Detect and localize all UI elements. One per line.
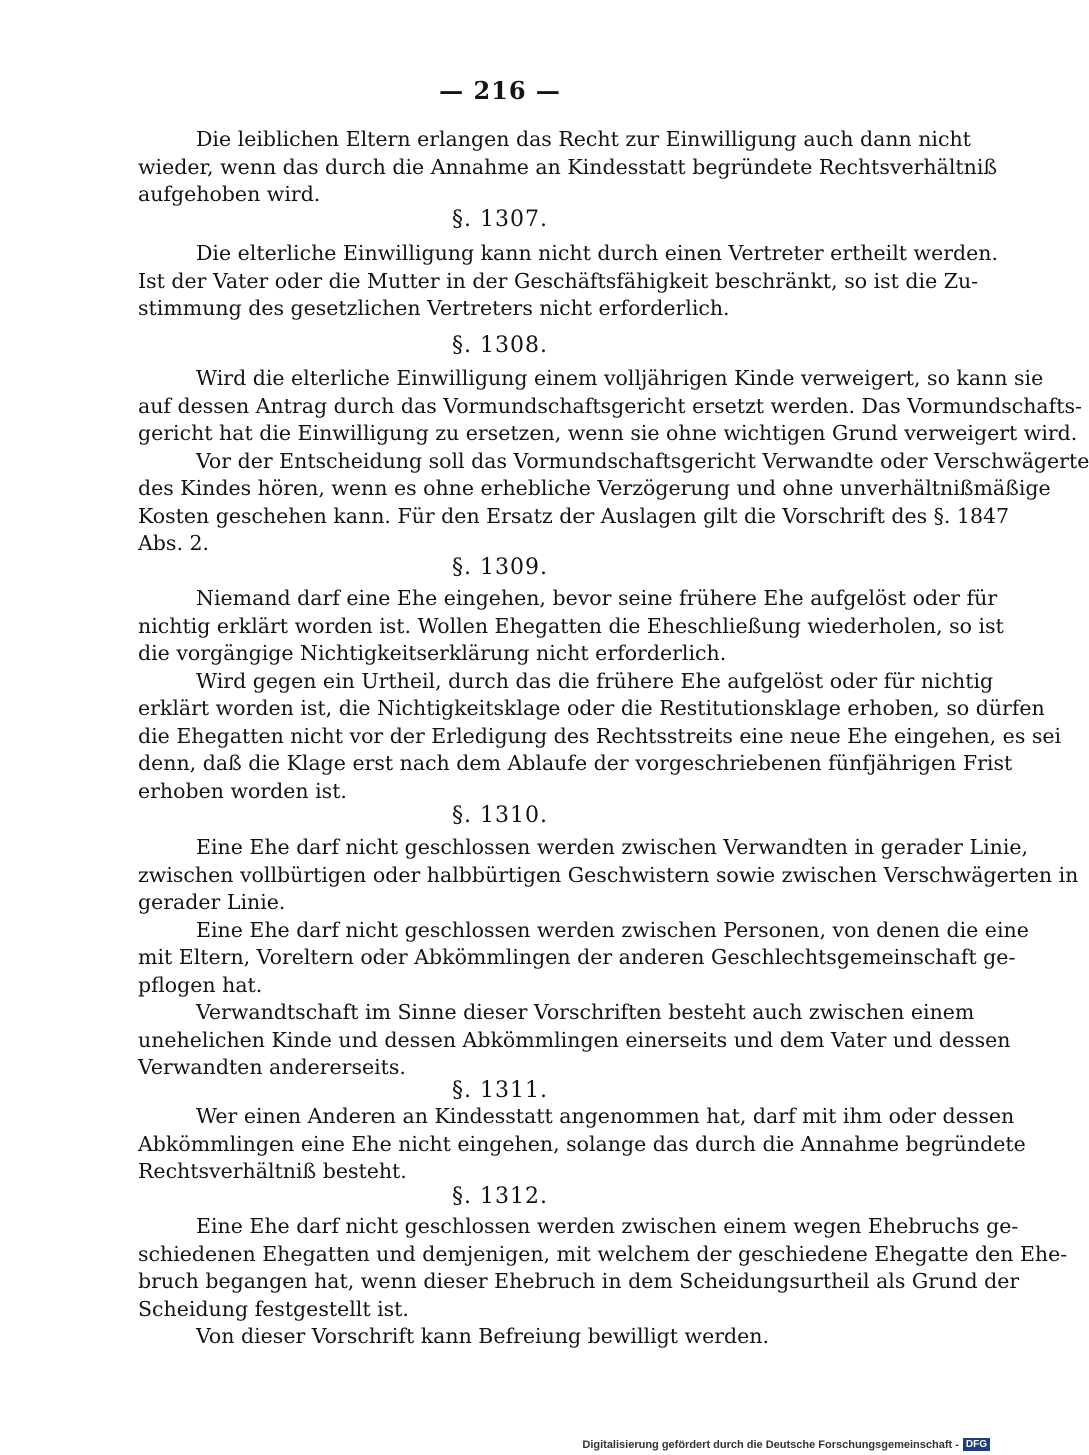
text-line: Verwandtschaft im Sinne dieser Vorschriften besteht auch zwischen einem	[196, 1000, 975, 1024]
text-line: schiedenen Ehegatten und demjenigen, mit welchem der geschiedene Ehegatte den Ehe-	[138, 1241, 1068, 1266]
paragraph-1308	[138, 365, 1089, 558]
text-line: Wird gegen ein Urtheil, durch das die frühere Ehe aufgelöst oder für nichtig	[196, 668, 994, 693]
section-heading-1310: §. 1310.	[452, 803, 548, 828]
paragraph-1310	[138, 834, 1079, 1082]
text-line: die Ehegatten nicht vor der Erledigung des Rechtsstreits eine neue Ehe eingehen, es sei	[138, 723, 1062, 748]
text-line: erhoben worden ist.	[138, 778, 347, 803]
text-line: Wer einen Anderen an Kindesstatt angenommen hat, darf mit ihm oder dessen	[196, 1104, 1015, 1128]
digitization-credit	[582, 1438, 990, 1451]
section-heading-1311: §. 1311.	[452, 1078, 548, 1103]
text-line: stimmung des gesetzlichen Vertreters nicht erforderlich.	[138, 296, 730, 320]
text-line: Rechtsverhältniß besteht.	[138, 1159, 407, 1183]
paragraph-intro	[138, 126, 998, 209]
text-line: Verwandten andererseits.	[138, 1055, 406, 1079]
text-line: gerader Linie.	[138, 890, 286, 914]
text-line: pflogen hat.	[138, 972, 263, 997]
page-number: — 216 —	[439, 76, 561, 105]
text-line: Die leiblichen Eltern erlangen das Recht zur Einwilligung auch dann nicht	[196, 127, 971, 151]
text-line: aufgehoben wird.	[138, 182, 321, 206]
text-line: unehelichen Kinde und dessen Abkömmlingen einerseits und dem Vater und dessen	[138, 1027, 1011, 1052]
text-line: mit Eltern, Voreltern oder Abkömmlingen der anderen Geschlechtsgemeinschaft ge-	[138, 945, 1016, 969]
text-line: zwischen vollbürtigen oder halbbürtigen Geschwistern sowie zwischen Verschwägerten in	[138, 862, 1079, 887]
section-heading-1307: §. 1307.	[452, 207, 548, 232]
text-line: Ist der Vater oder die Mutter in der Geschäftsfähigkeit beschränkt, so ist die Zu-	[138, 268, 979, 293]
text-line: Scheidung festgestellt ist.	[138, 1296, 409, 1321]
paragraph-1312	[138, 1213, 1068, 1351]
text-line: Die elterliche Einwilligung kann nicht durch einen Vertreter ertheilt werden.	[196, 241, 998, 265]
text-line: die vorgängige Nichtigkeitserklärung nicht erforderlich.	[138, 641, 727, 665]
text-line: Abkömmlingen eine Ehe nicht eingehen, solange das durch die Annahme begründete	[138, 1131, 1026, 1156]
text-line: denn, daß die Klage erst nach dem Ablaufe der vorgeschriebenen fünfjährigen Frist	[138, 751, 1013, 775]
paragraph-1311	[138, 1103, 1026, 1186]
text-line: Wird die elterliche Einwilligung einem volljährigen Kinde verweigert, so kann sie	[196, 366, 1044, 390]
text-line: erklärt worden ist, die Nichtigkeitsklage oder die Restitutionsklage erhoben, so dürfen	[138, 696, 1045, 720]
text-line: bruch begangen hat, wenn dieser Ehebruch in dem Scheidungsurtheil als Grund der	[138, 1269, 1020, 1293]
text-line: des Kindes hören, wenn es ohne erhebliche Verzögerung und ohne unverhältnißmäßige	[138, 476, 1051, 500]
dfg-logo: DFG	[963, 1438, 990, 1451]
text-line: Von dieser Vorschrift kann Befreiung bewilligt werden.	[196, 1324, 769, 1348]
text-line: auf dessen Antrag durch das Vormundschaftsgericht ersetzt werden. Das Vormundschafts-	[138, 393, 1082, 418]
text-line: Kosten geschehen kann. Für den Ersatz der Auslagen gilt die Vorschrift des §. 1847	[138, 503, 1010, 528]
credit-text: Digitalisierung gefördert durch die Deutsche Forschungsgemeinschaft -	[582, 1438, 959, 1451]
section-heading-1309: §. 1309.	[452, 555, 548, 580]
text-line: wieder, wenn das durch die Annahme an Kindesstatt begründete Rechtsverhältniß	[138, 154, 998, 179]
section-heading-1308: §. 1308.	[452, 333, 548, 358]
text-line: Niemand darf eine Ehe eingehen, bevor seine frühere Ehe aufgelöst oder für	[196, 586, 998, 610]
text-line: Eine Ehe darf nicht geschlossen werden zwischen einem wegen Ehebruchs ge-	[196, 1214, 1019, 1238]
text-line: gericht hat die Einwilligung zu ersetzen, wenn sie ohne wichtigen Grund verweigert wird.	[138, 421, 1078, 445]
paragraph-1309	[138, 585, 1062, 805]
text-line: Abs. 2.	[138, 531, 210, 555]
section-heading-1312: §. 1312.	[452, 1184, 548, 1209]
paragraph-1307	[138, 240, 998, 323]
text-line: Vor der Entscheidung soll das Vormundschaftsgericht Verwandte oder Verschwägerte	[196, 448, 1089, 473]
text-line: Eine Ehe darf nicht geschlossen werden zwischen Personen, von denen die eine	[196, 917, 1029, 942]
text-line: nichtig erklärt worden ist. Wollen Ehegatten die Eheschließung wiederholen, so ist	[138, 613, 1004, 638]
text-line: Eine Ehe darf nicht geschlossen werden zwischen Verwandten in gerader Linie,	[196, 835, 1029, 859]
